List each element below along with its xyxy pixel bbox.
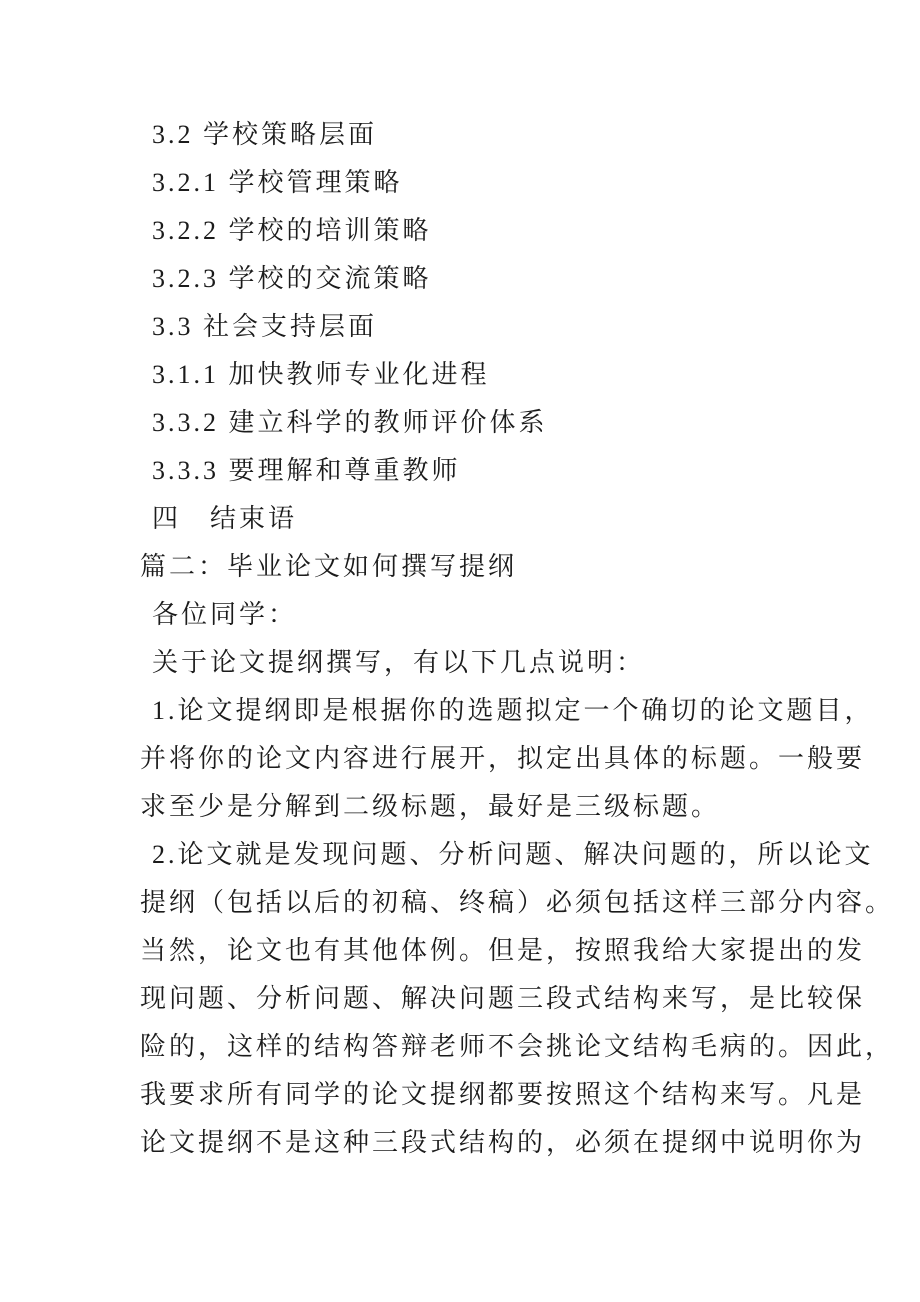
- outline-item: 3.2.1 学校管理策略: [152, 168, 403, 197]
- outline-item: 3.3.3 要理解和尊重教师: [152, 456, 461, 485]
- paragraph-line: 论文提纲不是这种三段式结构的，必须在提纲中说明你为: [140, 1128, 866, 1157]
- section-heading: 篇二：毕业论文如何撰写提纲: [140, 552, 518, 581]
- paragraph-line: 当然，论文也有其他体例。但是，按照我给大家提出的发: [140, 936, 866, 965]
- paragraph-line: 并将你的论文内容进行展开，拟定出具体的标题。一般要: [140, 744, 866, 773]
- outline-item: 四 结束语: [152, 504, 298, 533]
- paragraph-line: 险的，这样的结构答辩老师不会挑论文结构毛病的。因此，: [140, 1032, 895, 1061]
- paragraph-line: 我要求所有同学的论文提纲都要按照这个结构来写。凡是: [140, 1080, 866, 1109]
- intro-line: 关于论文提纲撰写，有以下几点说明：: [152, 648, 646, 677]
- outline-item: 3.2 学校策略层面: [152, 120, 378, 149]
- paragraph-line: 1.论文提纲即是根据你的选题拟定一个确切的论文题目，: [152, 696, 874, 725]
- paragraph-line: 求至少是分解到二级标题，最好是三级标题。: [140, 792, 721, 821]
- outline-item: 3.2.2 学校的培训策略: [152, 216, 432, 245]
- paragraph-line: 现问题、分析问题、解决问题三段式结构来写，是比较保: [140, 984, 866, 1013]
- outline-item: 3.3.2 建立科学的教师评价体系: [152, 408, 548, 437]
- outline-item: 3.2.3 学校的交流策略: [152, 264, 432, 293]
- outline-item: 3.3 社会支持层面: [152, 312, 378, 341]
- salutation-line: 各位同学：: [152, 600, 298, 629]
- paragraph-line: 2.论文就是发现问题、分析问题、解决问题的，所以论文: [152, 840, 874, 869]
- paragraph-line: 提纲（包括以后的初稿、终稿）必须包括这样三部分内容。: [140, 888, 895, 917]
- outline-item: 3.1.1 加快教师专业化进程: [152, 360, 490, 389]
